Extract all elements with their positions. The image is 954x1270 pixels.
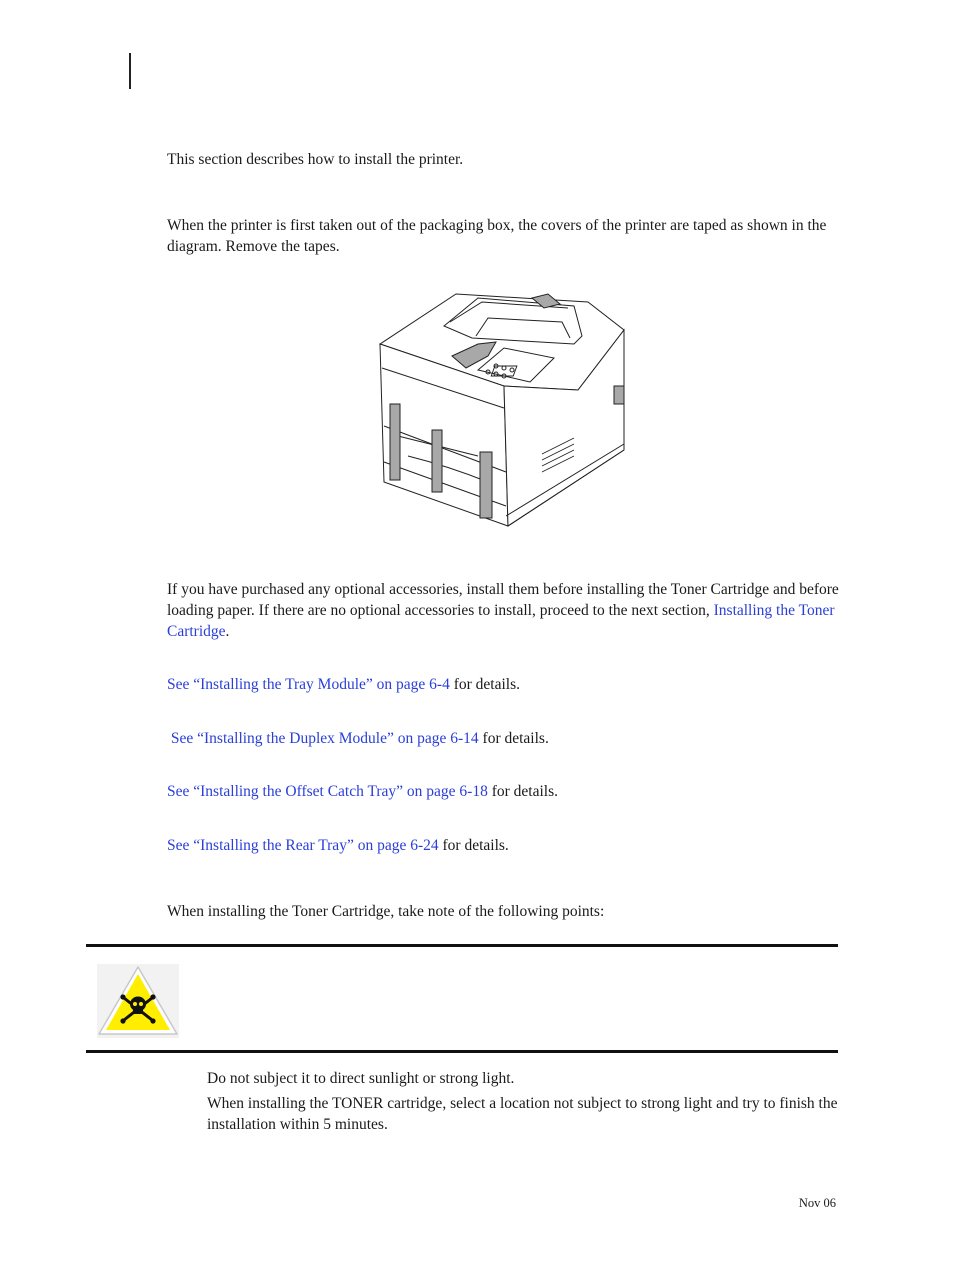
caution-box: [97, 964, 179, 1038]
ref-suffix: for details.: [478, 730, 549, 747]
link-offset-catch-tray[interactable]: See “Installing the Offset Catch Tray” on page 6-18: [167, 783, 488, 800]
tapes-instruction: When the printer is first taken out of the packaging box, the covers of the printer are taped as shown in the diagram. Remove the tapes.: [167, 217, 827, 255]
toner-intro: When installing the Toner Cartridge, take note of the following points:: [167, 903, 605, 920]
footer-date: Nov 06: [798, 1196, 836, 1210]
ref-rear-tray: [167, 835, 847, 856]
caution-top-rule: [86, 944, 838, 947]
ref-suffix: for details.: [449, 676, 520, 693]
link-installing-toner-cartridge[interactable]: Installing the Toner Cartridge: [167, 602, 835, 640]
link-rear-tray[interactable]: See “Installing the Rear Tray” on page 6-24: [167, 837, 439, 854]
intro-text: This section describes how to install the printer.: [167, 151, 464, 168]
poison-warning-icon: [97, 964, 179, 1038]
bullet-2: When installing the TONER cartridge, select a location not subject to strong light and try to finish the installation within 5 minutes.: [207, 1095, 838, 1133]
margin-change-bar: [129, 53, 131, 89]
accessories-period: .: [225, 623, 230, 640]
bullet-1: Do not subject it to direct sunlight or strong light.: [207, 1070, 515, 1087]
ref-tray-module: [167, 674, 847, 695]
accessories-paragraph: [167, 579, 847, 642]
ref-offset-catch-tray: [167, 781, 847, 802]
ref-suffix: for details.: [438, 837, 509, 854]
ref-suffix: for details.: [487, 783, 559, 800]
ref-duplex-module: [167, 728, 847, 749]
accessories-text: If you have purchased any optional accessories, install them before installing the Toner Cartridge and before loading paper. If there are no optional accessories to install, proceed to the next section,: [167, 581, 839, 619]
link-duplex-module[interactable]: See “Installing the Duplex Module” on page 6-14: [167, 730, 479, 747]
printer-illustration: [378, 286, 630, 533]
link-tray-module[interactable]: See “Installing the Tray Module” on page 6-4: [167, 676, 450, 693]
caution-bottom-rule: [86, 1050, 838, 1053]
